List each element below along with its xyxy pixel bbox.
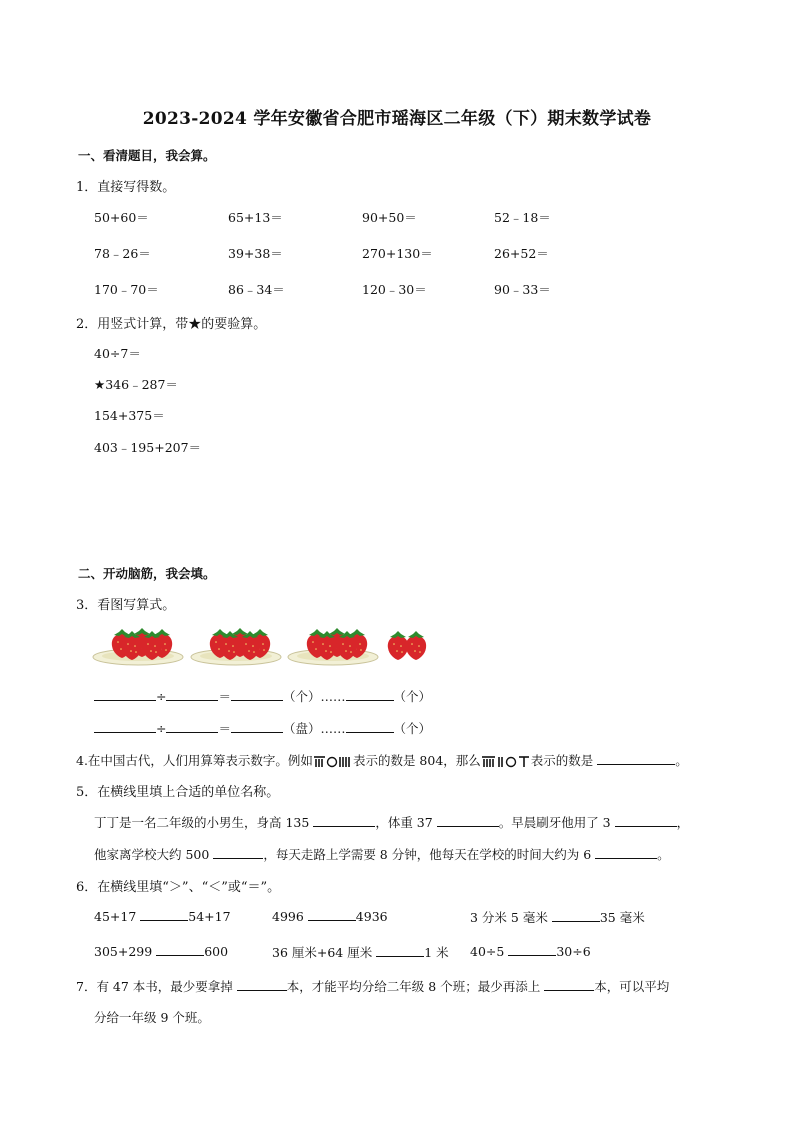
answer-blank[interactable] (544, 978, 594, 991)
plate-2 (191, 628, 281, 665)
answer-blank[interactable] (94, 688, 156, 701)
plate-1 (93, 628, 183, 665)
q3-label: 3．看图写算式。 (76, 598, 176, 613)
answer-blank[interactable] (213, 846, 263, 859)
q1-item: 170﹣70＝ (94, 282, 159, 297)
answer-blank[interactable] (376, 944, 424, 957)
q1-item: 65+13＝ (228, 210, 283, 225)
q1-item: 78﹣26＝ (94, 246, 151, 261)
q1-item: 90﹣33＝ (494, 282, 551, 297)
q2-item: 403﹣195+207＝ (94, 440, 202, 455)
answer-blank[interactable] (308, 908, 356, 921)
page-title: 2023-2024 学年安徽省合肥市瑶海区二年级（下）期末数学试卷 (142, 109, 652, 129)
answer-blank[interactable] (166, 688, 218, 701)
q6-item: 40÷5 30÷6 (470, 944, 591, 959)
answer-blank[interactable] (552, 909, 600, 922)
answer-blank[interactable] (166, 720, 218, 733)
loose-strawberries (388, 631, 426, 660)
counting-rods-example-2 (481, 753, 531, 768)
q6-item: 305+299 600 (94, 944, 229, 959)
q1-item: 120﹣30＝ (362, 282, 427, 297)
q2-item: 154+375＝ (94, 408, 165, 423)
q1-item: 50+60＝ (94, 210, 149, 225)
answer-blank[interactable] (595, 846, 657, 859)
q5-label: 5．在横线里填上合适的单位名称。 (76, 785, 280, 800)
q1-item: 26+52＝ (494, 246, 549, 261)
answer-blank[interactable] (346, 720, 394, 733)
q6-label: 6．在横线里填“＞”、“＜”或“＝”。 (76, 880, 281, 895)
q6-item: 36 厘米+64 厘米 1 米 (272, 945, 449, 960)
section-2-heading: 二、开动脑筋，我会填。 (78, 566, 216, 581)
answer-blank[interactable] (437, 814, 499, 827)
q3-line-2: ÷ ＝ （盘）…… （个） (94, 719, 431, 737)
q3-line-1: ÷ ＝ （个）…… （个） (94, 687, 431, 705)
q5-line-1: 丁丁是一名二年级的小男生，身高 135 ，体重 37 。早晨刷牙他用了 3 ， (94, 815, 690, 830)
counting-rods-example-1 (313, 753, 353, 768)
answer-blank[interactable] (94, 720, 156, 733)
q1-item: 52﹣18＝ (494, 210, 551, 225)
answer-blank[interactable] (597, 752, 675, 765)
q2-label: 2．用竖式计算，带★的要验算。 (76, 317, 267, 332)
answer-blank[interactable] (346, 688, 394, 701)
q1-item: 39+38＝ (228, 246, 283, 261)
q6-item: 45+17 54+17 (94, 909, 231, 924)
q2-item: ★346﹣287＝ (94, 377, 178, 392)
q6-item: 4996 4936 (272, 909, 388, 924)
q6-item: 3 分米 5 毫米 35 毫米 (470, 910, 645, 925)
answer-blank[interactable] (140, 908, 188, 921)
strawberry-plates-image (92, 624, 432, 672)
answer-blank[interactable] (156, 943, 204, 956)
q2-item: 40÷7＝ (94, 346, 141, 361)
q1-item: 270+130＝ (362, 246, 433, 261)
q1-item: 86﹣34＝ (228, 282, 285, 297)
q1-label: 1．直接写得数。 (76, 180, 176, 195)
plate-3 (288, 628, 378, 665)
answer-blank[interactable] (313, 814, 375, 827)
q4-text: 4.在中国古代，人们用算筹表示数字。例如 表示的数是 804，那么 表示的数是 。 (76, 753, 688, 768)
q1-item: 90+50＝ (362, 210, 417, 225)
q7-line-2: 分给一年级 9 个班。 (94, 1010, 210, 1025)
answer-blank[interactable] (615, 814, 677, 827)
section-1-heading: 一、看清题目，我会算。 (78, 148, 216, 163)
answer-blank[interactable] (231, 720, 283, 733)
answer-blank[interactable] (231, 688, 283, 701)
q7-line-1: 7．有 47 本书，最少要拿掉 本，才能平均分给二年级 8 个班；最少再添上 本，可以平均 (76, 979, 670, 994)
answer-blank[interactable] (508, 943, 556, 956)
answer-blank[interactable] (237, 978, 287, 991)
q5-line-2: 他家离学校大约 500 ，每天走路上学需要 8 分钟，他每天在学校的时间大约为 6 。 (94, 847, 670, 862)
